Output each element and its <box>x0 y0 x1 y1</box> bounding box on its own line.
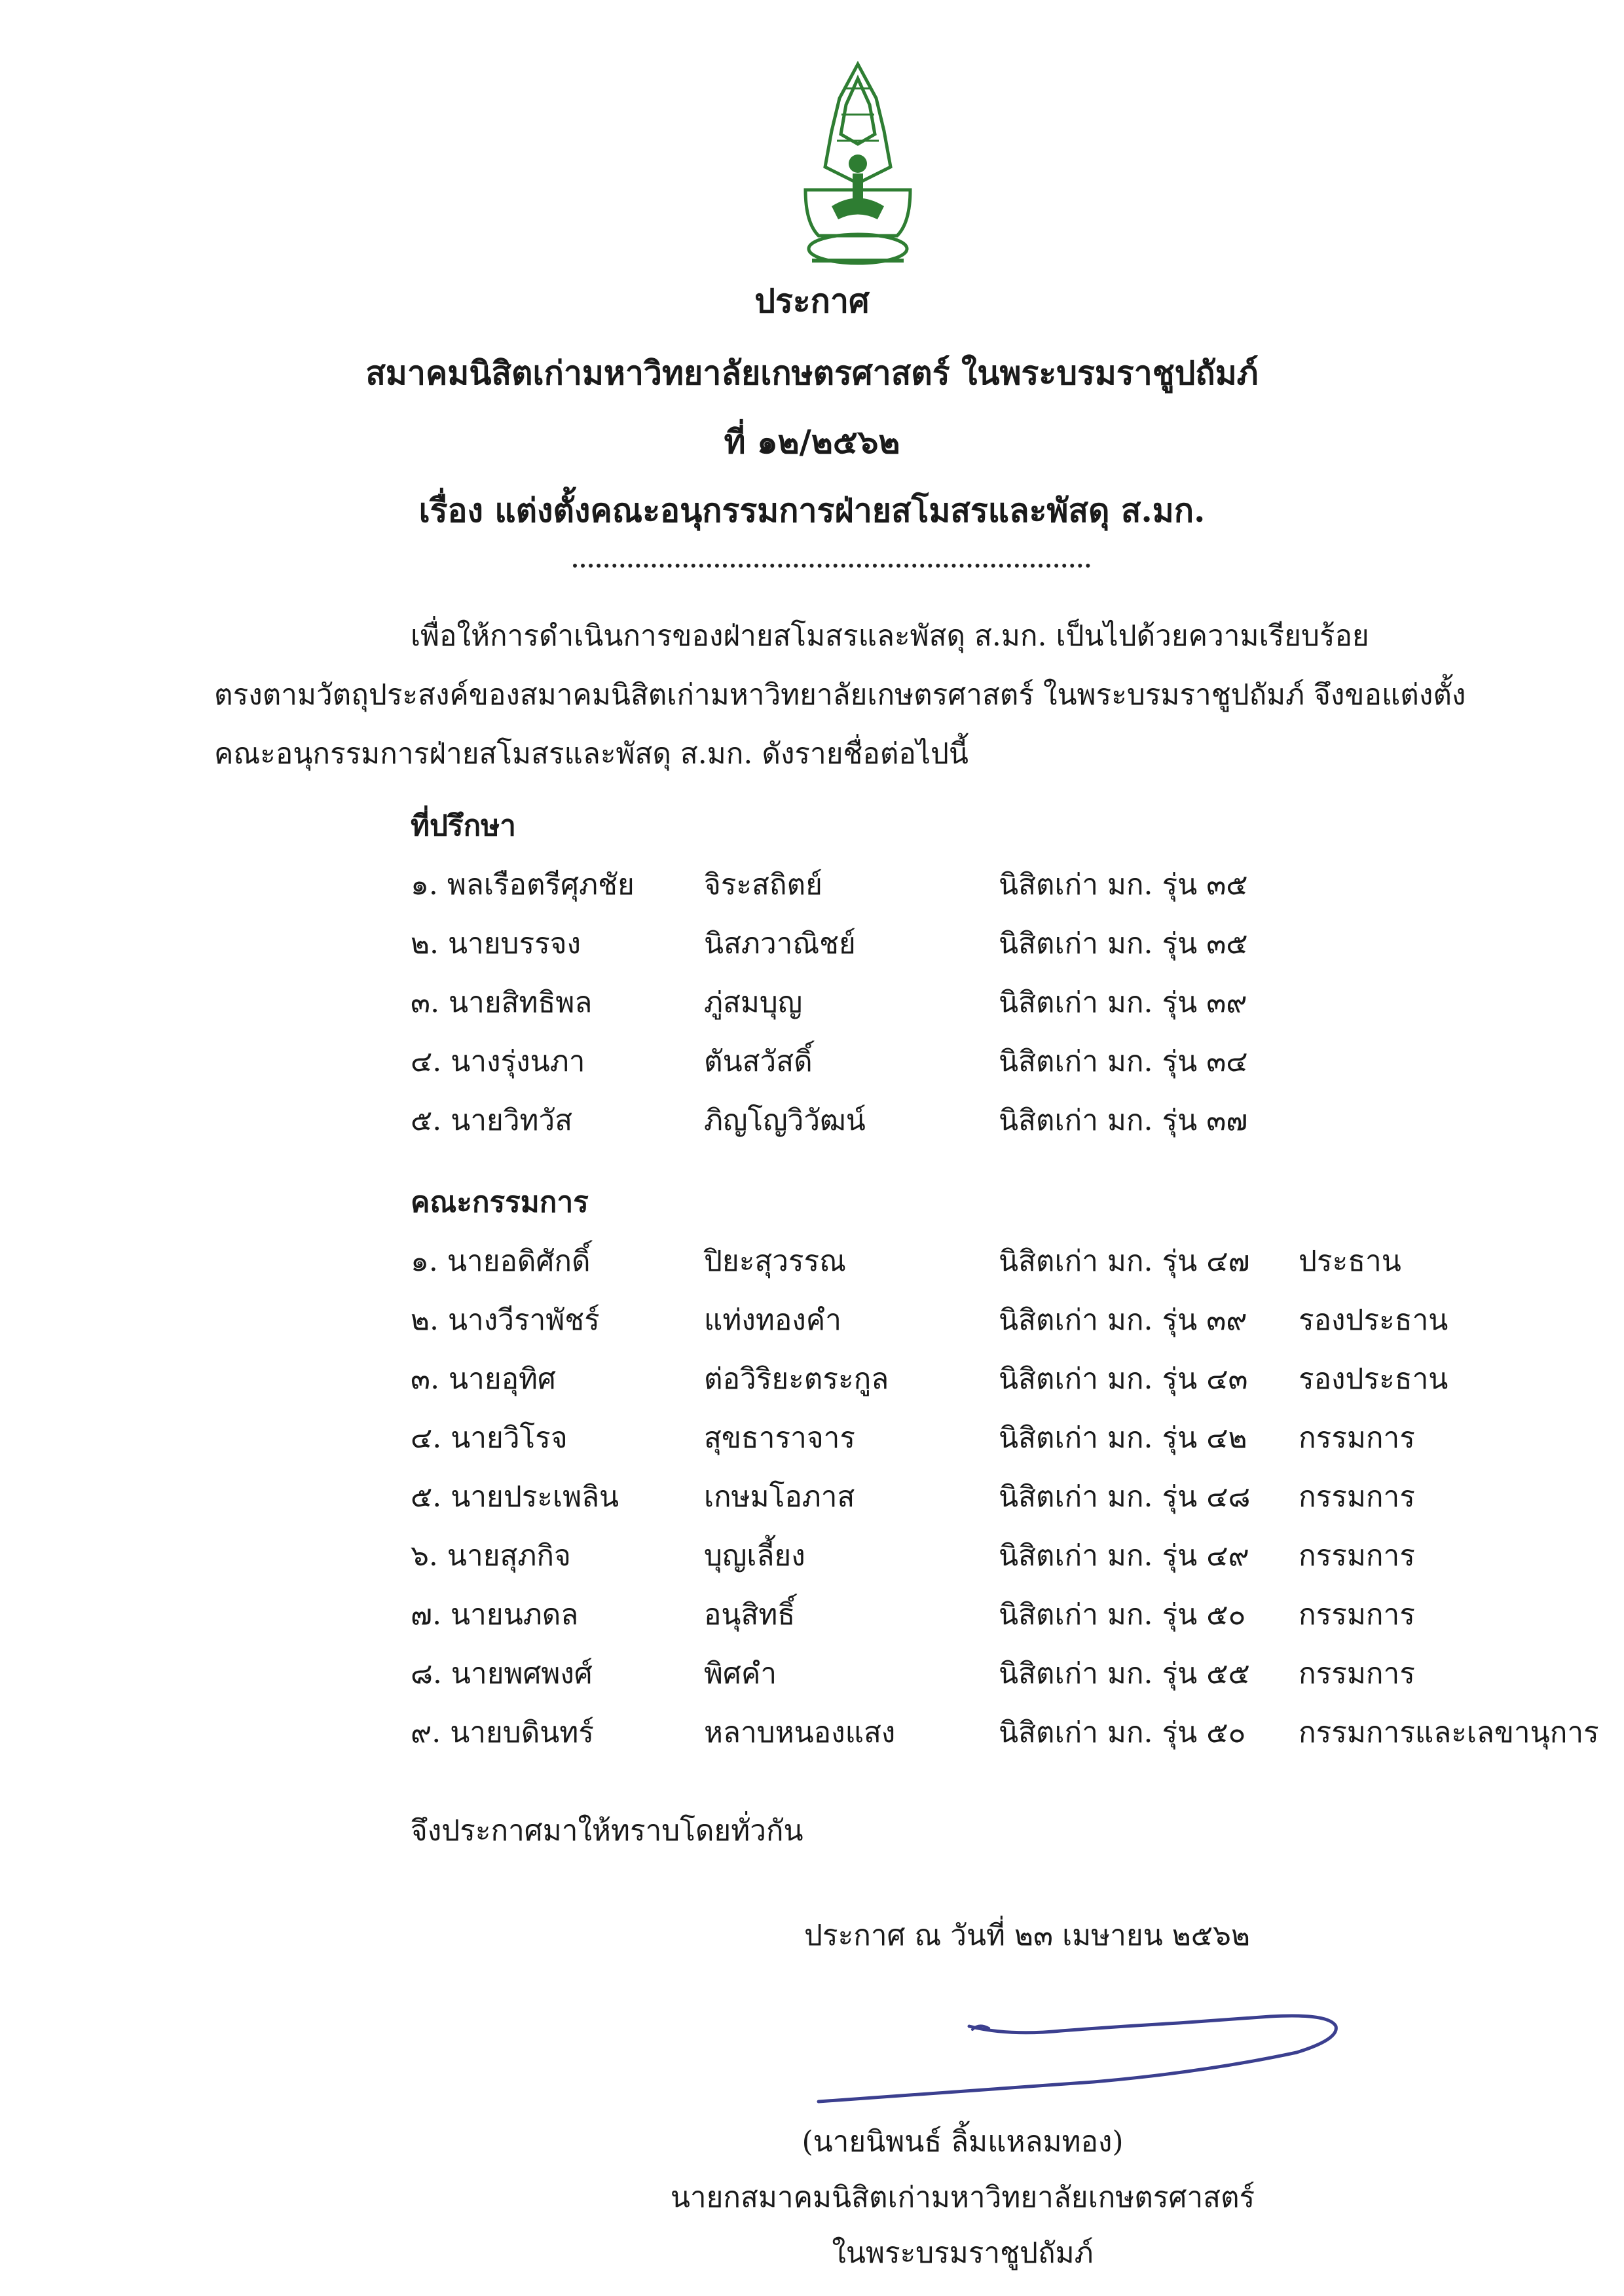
member-class: นิสิตเก่า มก. รุ่น ๕๕ <box>999 1657 1250 1690</box>
advisor-row <box>0 1100 1624 1142</box>
committee-heading: คณะกรรมการ <box>411 1186 589 1219</box>
member-surname: ต่อวิริยะตระกูล <box>704 1362 889 1396</box>
member-surname: แท่งทองคำ <box>704 1303 841 1337</box>
member-class: นิสิตเก่า มก. รุ่น ๔๓ <box>999 1362 1248 1396</box>
member-surname: เกษมโอภาส <box>704 1480 855 1514</box>
announcement-number: ที่ ๑๒/๒๕๖๒ <box>724 422 900 461</box>
committee-row <box>0 1300 1624 1341</box>
advisor-surname: จิระสถิตย์ <box>704 868 822 902</box>
member-class: นิสิตเก่า มก. รุ่น ๔๒ <box>999 1421 1247 1455</box>
organization-name: สมาคมนิสิตเก่ามหาวิทยาลัยเกษตรศาสตร์ ในพระบรมราชูปถัมภ์ <box>365 354 1259 392</box>
committee-row <box>0 1358 1624 1400</box>
member-surname: บุญเลี้ยง <box>704 1539 805 1573</box>
advisor-class: นิสิตเก่า มก. รุ่น ๓๗ <box>999 1104 1248 1137</box>
member-name: ๕. นายประเพลิน <box>411 1480 619 1514</box>
member-role: ประธาน <box>1299 1245 1401 1278</box>
member-surname: หลาบหนองแสง <box>704 1716 896 1749</box>
member-name: ๘. นายพศพงศ์ <box>411 1657 593 1690</box>
signatory-name: (นายนิพนธ์ ลิ้มแหลมทอง) <box>802 2125 1124 2159</box>
member-name: ๙. นายบดินทร์ <box>411 1716 594 1749</box>
advisor-surname: ภิญโญวิวัฒน์ <box>704 1104 866 1137</box>
advisor-class: นิสิตเก่า มก. รุ่น ๓๕ <box>999 927 1248 960</box>
member-class: นิสิตเก่า มก. รุ่น ๕๐ <box>999 1716 1246 1749</box>
member-surname: อนุสิทธิ์ <box>704 1598 796 1631</box>
member-class: นิสิตเก่า มก. รุ่น ๕๐ <box>999 1598 1246 1631</box>
committee-row <box>0 1241 1624 1283</box>
announcement-subject: เรื่อง แต่งตั้งคณะอนุกรรมการฝ่ายสโมสรและพัสดุ ส.มก. <box>418 491 1206 530</box>
intro-line-3: คณะอนุกรรมการฝ่ายสโมสรและพัสดุ ส.มก. ดังรายชื่อต่อไปนี้ <box>214 737 969 771</box>
committee-row <box>0 1594 1624 1636</box>
committee-row <box>0 1476 1624 1518</box>
member-surname: สุขธาราจาร <box>704 1421 855 1455</box>
member-role: รองประธาน <box>1299 1362 1449 1396</box>
member-role: กรรมการ <box>1299 1539 1415 1573</box>
committee-row <box>0 1417 1624 1459</box>
association-emblem-icon <box>792 59 923 275</box>
committee-row <box>0 1712 1624 1754</box>
announcement-date: ประกาศ ณ วันที่ ๒๓ เมษายน ๒๕๖๒ <box>804 1919 1250 1952</box>
advisor-name: ๓. นายสิทธิพล <box>411 986 593 1019</box>
advisor-surname: ตันสวัสดิ์ <box>704 1045 813 1078</box>
advisor-row <box>0 1041 1624 1083</box>
member-role: รองประธาน <box>1299 1303 1449 1337</box>
member-name: ๖. นายสุภกิจ <box>411 1539 571 1573</box>
closing-statement: จึงประกาศมาให้ทราบโดยทั่วกัน <box>411 1814 803 1848</box>
member-class: นิสิตเก่า มก. รุ่น ๓๙ <box>999 1303 1247 1337</box>
member-role: กรรมการ <box>1299 1421 1415 1455</box>
advisor-row <box>0 864 1624 906</box>
member-name: ๔. นายวิโรจ <box>411 1421 568 1455</box>
advisor-name: ๕. นายวิทวัส <box>411 1104 573 1137</box>
advisor-row <box>0 923 1624 965</box>
intro-line-1: เพื่อให้การดำเนินการของฝ่ายสโมสรและพัสดุ ส.มก. เป็นไปด้วยความเรียบร้อย <box>411 619 1369 653</box>
committee-row <box>0 1535 1624 1577</box>
advisor-name: ๑. พลเรือตรีศุภชัย <box>411 868 635 902</box>
advisor-row <box>0 982 1624 1024</box>
member-name: ๓. นายอุทิศ <box>411 1362 556 1396</box>
member-role: กรรมการ <box>1299 1480 1415 1514</box>
member-role: กรรมการ <box>1299 1657 1415 1690</box>
advisors-heading: ที่ปรึกษา <box>411 809 516 843</box>
member-class: นิสิตเก่า มก. รุ่น ๔๙ <box>999 1539 1249 1573</box>
announcement-title: ประกาศ <box>754 282 870 320</box>
handwritten-signature <box>812 1990 1356 2108</box>
signatory-title-line-1: นายกสมาคมนิสิตเก่ามหาวิทยาลัยเกษตรศาสตร์ <box>670 2181 1255 2214</box>
advisor-class: นิสิตเก่า มก. รุ่น ๓๔ <box>999 1045 1248 1078</box>
signatory-title-line-2: ในพระบรมราชูปถัมภ์ <box>832 2236 1094 2270</box>
member-class: นิสิตเก่า มก. รุ่น ๔๗ <box>999 1245 1250 1278</box>
member-name: ๒. นางวีราพัชร์ <box>411 1303 600 1337</box>
member-class: นิสิตเก่า มก. รุ่น ๔๘ <box>999 1480 1251 1514</box>
member-role: กรรมการและเลขานุการ <box>1299 1716 1599 1749</box>
advisor-name: ๔. นางรุ่งนภา <box>411 1045 585 1078</box>
intro-line-2: ตรงตามวัตถุประสงค์ของสมาคมนิสิตเก่ามหาวิทยาลัยเกษตรศาสตร์ ในพระบรมราชูปถัมภ์ จึงขอแต่งตั้ง <box>214 678 1466 712</box>
member-name: ๑. นายอดิศักดิ์ <box>411 1245 591 1278</box>
advisor-surname: ภู่สมบุญ <box>704 986 803 1019</box>
advisor-surname: นิสภวาณิชย์ <box>704 927 856 960</box>
member-surname: ปิยะสุวรรณ <box>704 1245 846 1278</box>
advisor-class: นิสิตเก่า มก. รุ่น ๓๕ <box>999 868 1248 902</box>
advisor-name: ๒. นายบรรจง <box>411 927 581 960</box>
advisor-class: นิสิตเก่า มก. รุ่น ๓๙ <box>999 986 1247 1019</box>
committee-row <box>0 1653 1624 1695</box>
member-surname: พิศคำ <box>704 1657 777 1690</box>
member-name: ๗. นายนภดล <box>411 1598 579 1631</box>
member-role: กรรมการ <box>1299 1598 1415 1631</box>
dotted-divider <box>573 560 1090 568</box>
